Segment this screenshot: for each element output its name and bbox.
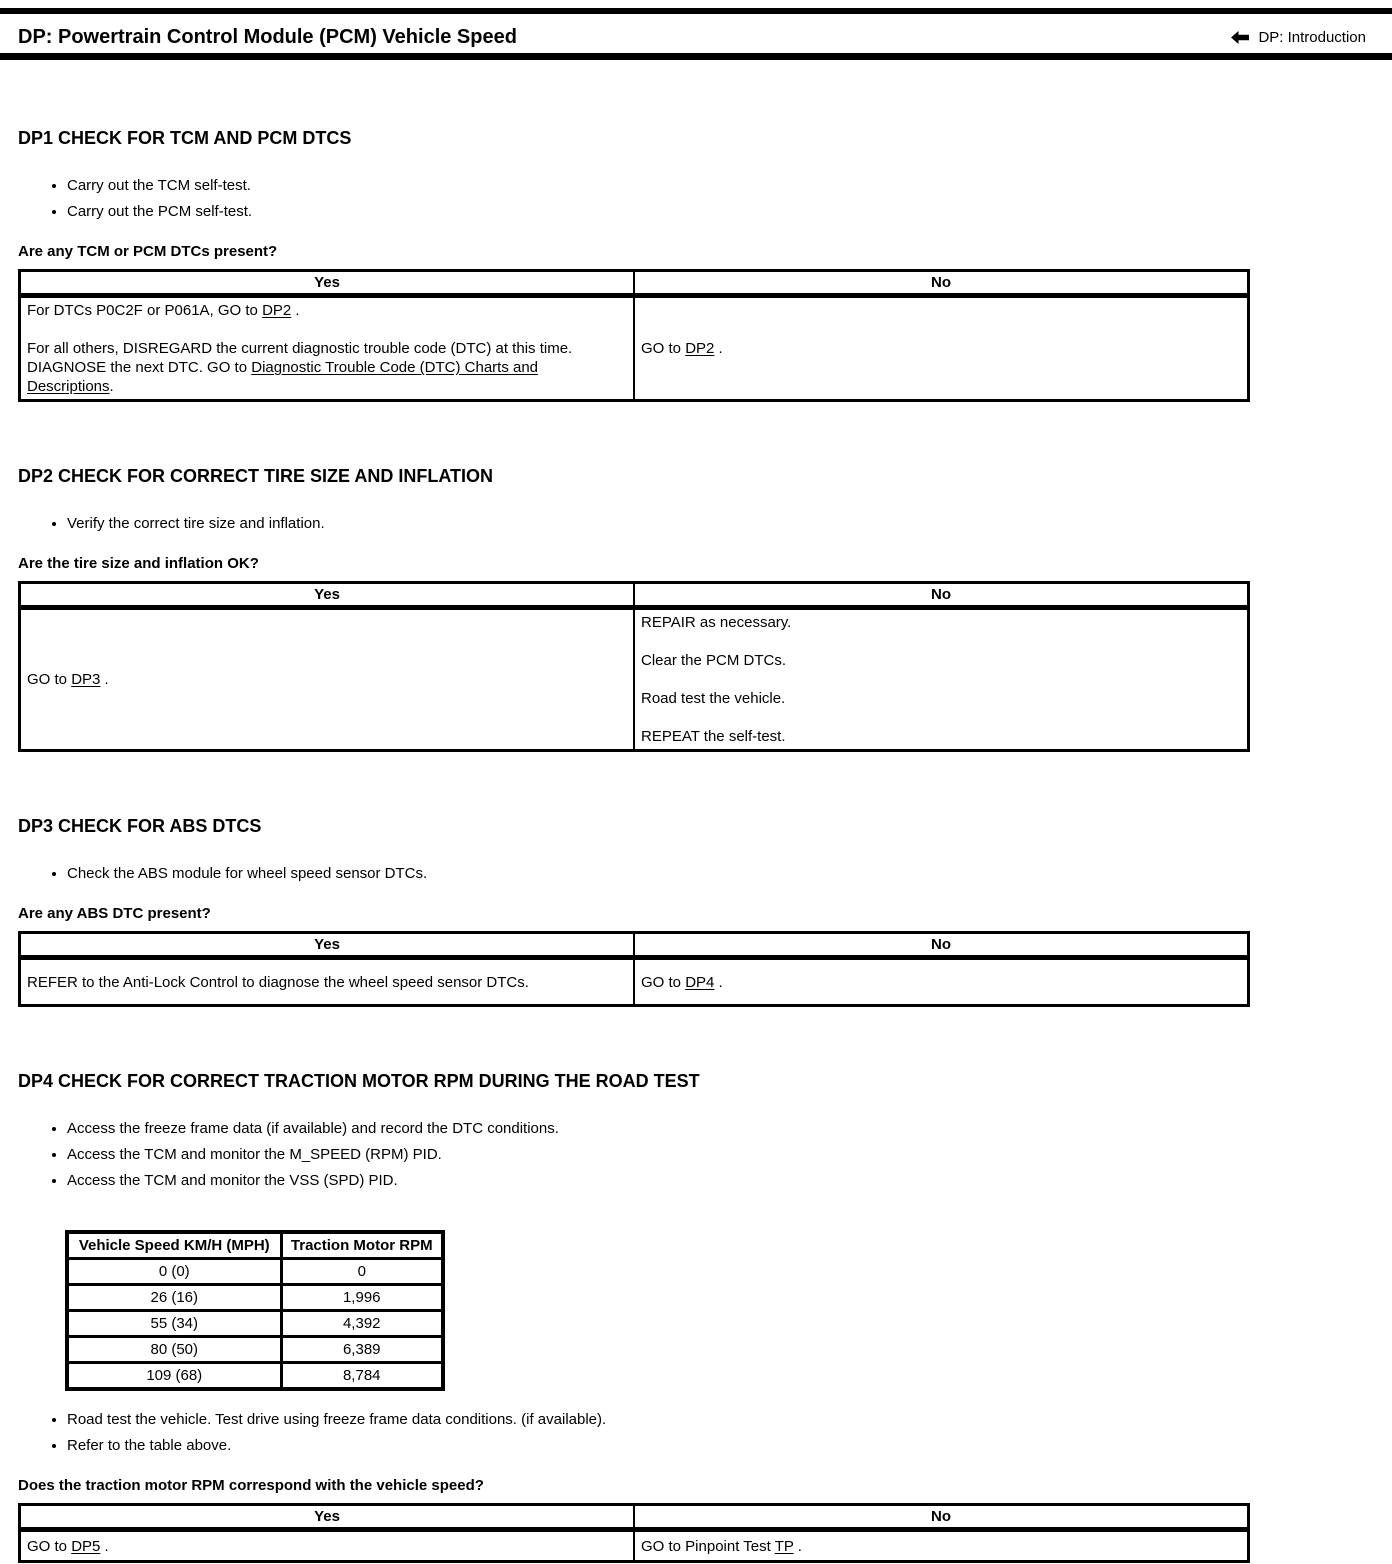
- text-segment: For DTCs P0C2F or P061A, GO to: [27, 302, 263, 319]
- rpm-value: 6,389: [281, 1337, 443, 1363]
- speed-rpm-table: [65, 1230, 445, 1391]
- yes-column-header: Yes: [20, 1505, 635, 1530]
- dp1-decision-table: [18, 269, 1250, 402]
- text-segment: .: [793, 1537, 802, 1555]
- speed-value: 109 (68): [67, 1363, 281, 1390]
- back-nav-link[interactable]: [1231, 25, 1366, 46]
- decision-text: [641, 339, 1241, 358]
- speed-value: 55 (34): [67, 1311, 281, 1337]
- document-page: [0, 8, 1392, 1564]
- dp4-question: Does the traction motor RPM correspond with the vehicle speed?: [18, 1477, 484, 1494]
- table-row: [67, 1285, 443, 1311]
- dp1-yes-cell: [20, 296, 635, 401]
- dp4-heading: DP4 CHECK FOR CORRECT TRACTION MOTOR RPM DURING THE ROAD TEST: [18, 1071, 700, 1091]
- bullet-item: • Access the freeze frame data (if available) and record the DTC conditions.: [67, 1118, 1392, 1140]
- text-segment: For all others, DISREGARD the current diagnostic trouble code (DTC) at this time. DIAGNOSE the next DTC. GO to: [27, 340, 573, 376]
- back-nav-label: DP: Introduction: [1258, 29, 1366, 46]
- no-column-header: No: [634, 271, 1249, 296]
- bullet-item: • Road test the vehicle. Test drive using freeze frame data conditions. (if available).: [67, 1409, 1392, 1431]
- text-segment: .: [100, 1537, 109, 1555]
- link-dp5[interactable]: DP5: [71, 1537, 101, 1555]
- dp2-yes-cell: [20, 608, 635, 751]
- link-dp3[interactable]: DP3: [71, 671, 101, 688]
- dp2-decision-table: [18, 581, 1250, 752]
- yes-column-header: Yes: [20, 583, 635, 608]
- page-header: [0, 14, 1392, 53]
- text-segment: .: [714, 340, 723, 357]
- text-segment: GO to: [27, 671, 72, 688]
- dp2-bullets: [50, 513, 1392, 535]
- rpm-value: 0: [281, 1259, 443, 1285]
- decision-text: REPEAT the self-test.: [641, 728, 786, 745]
- bullet-item: • Access the TCM and monitor the M_SPEED (RPM) PID.: [67, 1144, 1392, 1166]
- text-segment: GO to: [641, 973, 686, 991]
- bullet-item: • Refer to the table above.: [67, 1435, 1392, 1457]
- rpm-value: 4,392: [281, 1311, 443, 1337]
- link-dp2[interactable]: DP2: [262, 302, 292, 319]
- dp4-bullets: [50, 1118, 1392, 1192]
- dp4-yes-cell: [20, 1530, 635, 1562]
- dp1-bullets: [50, 175, 1392, 223]
- dp2-question: Are the tire size and inflation OK?: [18, 555, 259, 572]
- speed-value: 80 (50): [67, 1337, 281, 1363]
- no-column-header: No: [634, 583, 1249, 608]
- decision-text: [27, 301, 627, 320]
- header-rule: [0, 53, 1392, 60]
- text-segment: GO to: [641, 340, 686, 357]
- rpm-value: 1,996: [281, 1285, 443, 1311]
- text-segment: .: [291, 302, 300, 319]
- bullet-item: • Carry out the TCM self-test.: [67, 175, 1392, 197]
- dp3-no-cell: [634, 958, 1249, 1006]
- link-dp2[interactable]: DP2: [685, 340, 715, 357]
- link-dp4[interactable]: DP4: [685, 973, 715, 991]
- speed-value: 26 (16): [67, 1285, 281, 1311]
- decision-text: [27, 670, 627, 689]
- text-segment: .: [100, 671, 109, 688]
- dp1-no-cell: [634, 296, 1249, 401]
- table-row: [67, 1363, 443, 1390]
- dp4-post-bullets: [50, 1409, 1392, 1457]
- page-title: DP: Powertrain Control Module (PCM) Vehicle Speed: [18, 26, 517, 48]
- table-row: [67, 1311, 443, 1337]
- decision-text: Clear the PCM DTCs.: [641, 652, 787, 669]
- dp3-question: Are any ABS DTC present?: [18, 905, 211, 922]
- no-column-header: No: [634, 1505, 1249, 1530]
- text-segment: .: [714, 973, 723, 991]
- dp1-question: Are any TCM or PCM DTCs present?: [18, 243, 278, 260]
- bullet-item: • Check the ABS module for wheel speed sensor DTCs.: [67, 863, 1392, 885]
- decision-text: [27, 339, 627, 396]
- dp3-heading: DP3 CHECK FOR ABS DTCS: [18, 816, 262, 836]
- decision-text: Road test the vehicle.: [641, 690, 786, 707]
- dp2-no-cell: [634, 608, 1249, 751]
- decision-text: [641, 973, 1241, 992]
- dp4-no-cell: [634, 1530, 1249, 1562]
- yes-column-header: Yes: [20, 933, 635, 958]
- decision-text: REPAIR as necessary.: [641, 614, 792, 631]
- text-segment: GO to Pinpoint Test: [641, 1537, 775, 1555]
- decision-text: [641, 1537, 1241, 1556]
- table-row: [67, 1259, 443, 1285]
- dp2-heading: DP2 CHECK FOR CORRECT TIRE SIZE AND INFLATION: [18, 466, 494, 486]
- decision-text: REFER to the Anti-Lock Control to diagnose the wheel speed sensor DTCs.: [27, 973, 529, 991]
- link-tp[interactable]: TP: [774, 1537, 794, 1555]
- speed-column-header: Vehicle Speed KM/H (MPH): [67, 1232, 281, 1259]
- bullet-item: • Carry out the PCM self-test.: [67, 201, 1392, 223]
- link-dtc-charts[interactable]: Diagnostic Trouble Code (DTC) Charts and Descriptions: [27, 359, 539, 395]
- dp3-bullets: [50, 863, 1392, 885]
- bullet-item: • Access the TCM and monitor the VSS (SPD) PID.: [67, 1170, 1392, 1192]
- dp3-yes-cell: [20, 958, 635, 1006]
- table-row: [67, 1337, 443, 1363]
- dp3-decision-table: [18, 931, 1250, 1007]
- left-arrow-icon: [1231, 31, 1249, 44]
- decision-text: [27, 1537, 627, 1556]
- dp4-decision-table: [18, 1503, 1250, 1563]
- text-segment: .: [109, 378, 114, 395]
- text-segment: GO to: [27, 1537, 72, 1555]
- dp1-heading: DP1 CHECK FOR TCM AND PCM DTCS: [18, 128, 352, 148]
- yes-column-header: Yes: [20, 271, 635, 296]
- speed-value: 0 (0): [67, 1259, 281, 1285]
- rpm-column-header: Traction Motor RPM: [281, 1232, 443, 1259]
- no-column-header: No: [634, 933, 1249, 958]
- bullet-item: • Verify the correct tire size and inflation.: [67, 513, 1392, 535]
- rpm-value: 8,784: [281, 1363, 443, 1390]
